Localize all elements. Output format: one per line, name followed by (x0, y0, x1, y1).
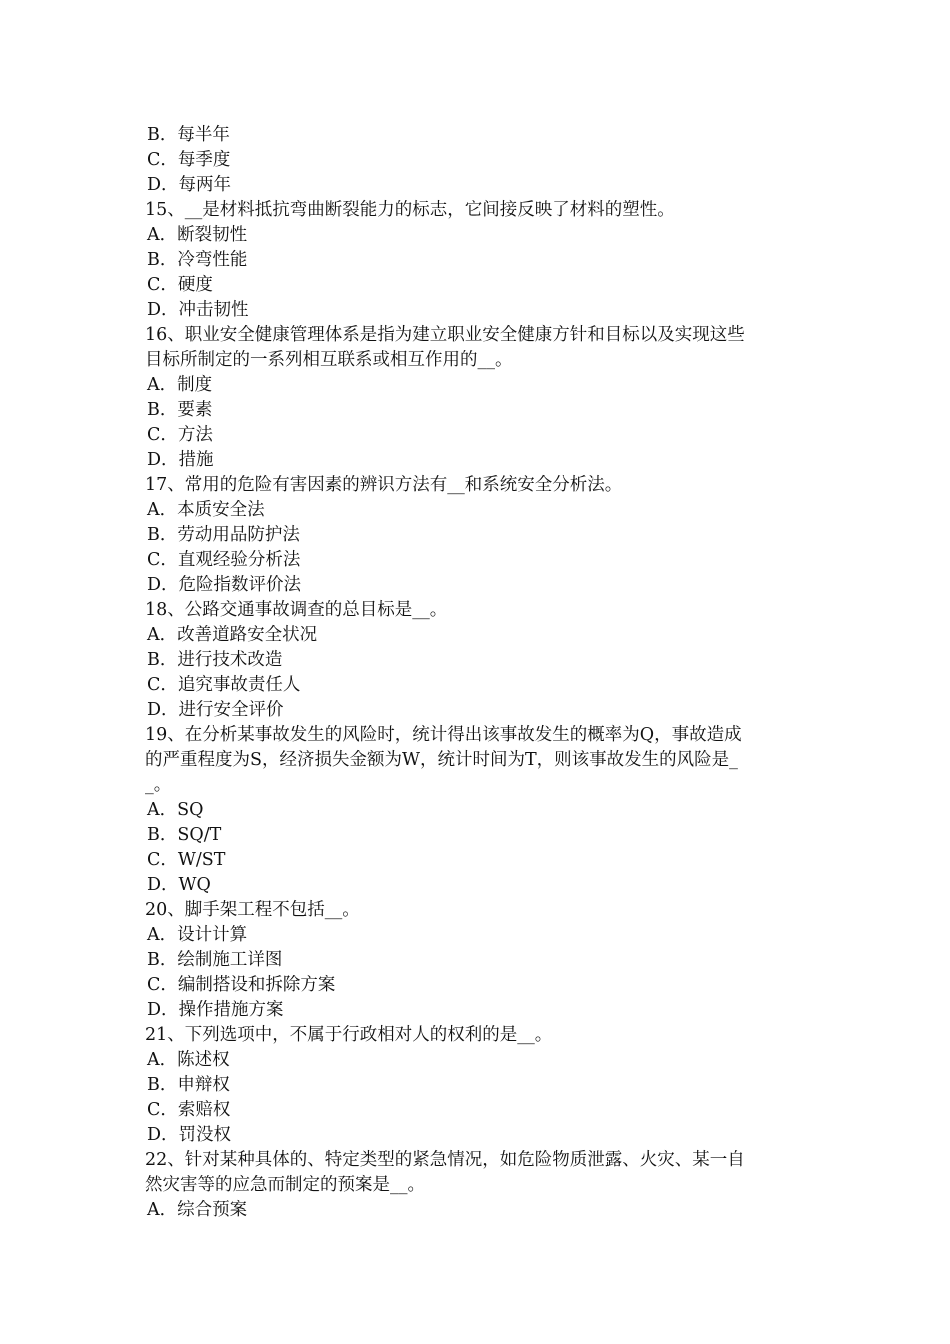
answer-option: B．要素 (147, 400, 213, 420)
answer-option: B．每半年 (147, 125, 230, 145)
answer-option: B．冷弯性能 (147, 250, 248, 270)
answer-option: D．操作措施方案 (147, 1000, 284, 1020)
answer-option: C．直观经验分析法 (147, 550, 301, 570)
question-text: 19、在分析某事故发生的风险时，统计得出该事故发生的概率为Q，事故造成 (145, 725, 742, 745)
question-text: 18、公路交通事故调查的总目标是__。 (145, 600, 448, 620)
answer-option: B．申辩权 (147, 1075, 230, 1095)
answer-option: D．罚没权 (147, 1125, 232, 1145)
question-text: 21、下列选项中，不属于行政相对人的权利的是__。 (145, 1025, 553, 1045)
answer-option: D．措施 (147, 450, 214, 470)
answer-option: A．断裂韧性 (147, 225, 248, 245)
answer-option: B．绘制施工详图 (147, 950, 283, 970)
answer-option: B．劳动用品防护法 (147, 525, 300, 545)
answer-option: C．索赔权 (147, 1100, 231, 1120)
answer-option: C．追究事故责任人 (147, 675, 301, 695)
question-text: 20、脚手架工程不包括__。 (145, 900, 360, 920)
question-text: 目标所制定的一系列相互联系或相互作用的__。 (145, 350, 513, 370)
answer-option: D．每两年 (147, 175, 232, 195)
answer-option: D．进行安全评价 (147, 700, 284, 720)
question-text: 17、常用的危险有害因素的辨识方法有__和系统安全分析法。 (145, 475, 623, 495)
question-text: 的严重程度为S，经济损失金额为W，统计时间为T，则该事故发生的风险是_ (145, 750, 738, 770)
answer-option: A．陈述权 (147, 1050, 230, 1070)
answer-option: C．W/ST (147, 850, 226, 870)
question-text: 然灾害等的应急而制定的预案是__。 (145, 1175, 425, 1195)
answer-option: A．本质安全法 (147, 500, 265, 520)
question-text: 22、针对某种具体的、特定类型的紧急情况，如危险物质泄露、火灾、某一自 (145, 1150, 745, 1170)
answer-option: B．SQ/T (147, 825, 222, 845)
answer-option: A．综合预案 (147, 1200, 248, 1220)
question-text: 15、__是材料抵抗弯曲断裂能力的标志，它间接反映了材料的塑性。 (145, 200, 675, 220)
answer-option: A．SQ (147, 800, 204, 820)
answer-option: C．方法 (147, 425, 213, 445)
question-text: 16、职业安全健康管理体系是指为建立职业安全健康方针和目标以及实现这些 (145, 325, 745, 345)
answer-option: C．硬度 (147, 275, 213, 295)
answer-option: A．改善道路安全状况 (147, 625, 318, 645)
document-page (0, 123, 950, 1223)
answer-option: D．危险指数评价法 (147, 575, 302, 595)
answer-option: C．编制搭设和拆除方案 (147, 975, 336, 995)
answer-option: D．WQ (147, 875, 211, 895)
answer-option: D．冲击韧性 (147, 300, 249, 320)
answer-option: B．进行技术改造 (147, 650, 283, 670)
answer-option: C．每季度 (147, 150, 231, 170)
question-text: _。 (145, 775, 172, 795)
answer-option: A．制度 (147, 375, 213, 395)
answer-option: A．设计计算 (147, 925, 248, 945)
